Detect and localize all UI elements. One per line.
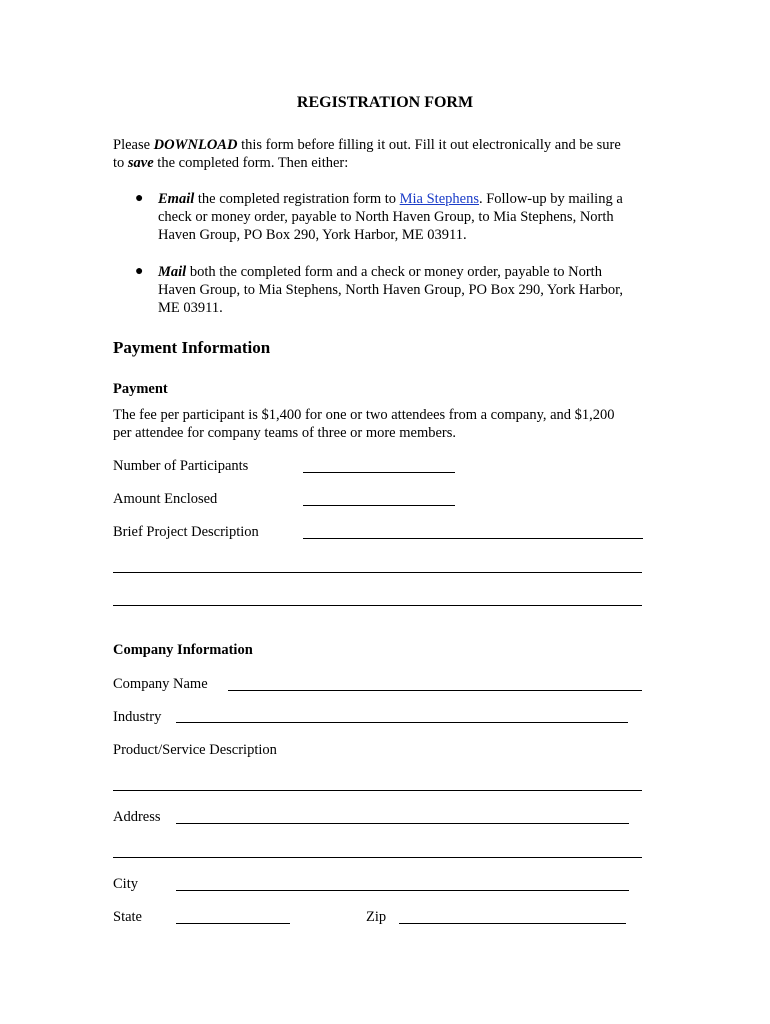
- bullet-email-text-post: . Follow-up by mailing a: [478, 191, 623, 207]
- intro-line-1: [113, 136, 621, 154]
- intro-to: to: [113, 155, 125, 171]
- project-description-field-line-2[interactable]: [113, 572, 642, 573]
- bullet-dot-icon: ●: [135, 264, 144, 279]
- city-label: City: [113, 876, 138, 892]
- industry-field[interactable]: [176, 722, 628, 723]
- intro-text-2: the completed form. Then either:: [157, 155, 349, 171]
- product-description-label: Product/Service Description: [113, 742, 277, 758]
- bullet-mail-line-3: ME 03911.: [158, 300, 223, 316]
- mia-stephens-link[interactable]: Mia Stephens: [399, 191, 479, 207]
- amount-enclosed-label: Amount Enclosed: [113, 491, 218, 507]
- product-description-field[interactable]: [113, 790, 642, 791]
- company-information-heading: Company Information: [113, 642, 253, 658]
- address-label: Address: [113, 809, 161, 825]
- bullet-mail-text: both the completed form and a check or money order, payable to North: [189, 264, 602, 280]
- city-field[interactable]: [176, 890, 629, 891]
- bullet-email-line-2: check or money order, payable to North Haven Group, to Mia Stephens, North: [158, 209, 614, 225]
- industry-label: Industry: [113, 709, 162, 725]
- company-name-field[interactable]: [228, 690, 642, 691]
- fee-line-1: The fee per participant is $1,400 for one or two attendees from a company, and $1,200: [113, 407, 615, 423]
- project-description-label: Brief Project Description: [113, 524, 259, 540]
- bullet-mail-line-1: [158, 263, 602, 281]
- project-description-field[interactable]: [303, 538, 643, 539]
- intro-line-2: [113, 154, 348, 172]
- payment-information-heading: Payment Information: [113, 338, 271, 357]
- amount-enclosed-field[interactable]: [303, 505, 455, 506]
- zip-label: Zip: [366, 909, 387, 925]
- intro-download: DOWNLOAD: [153, 137, 238, 153]
- form-title: REGISTRATION FORM: [296, 94, 474, 111]
- payment-subheading: Payment: [113, 381, 168, 397]
- project-description-field-line-3[interactable]: [113, 605, 642, 606]
- zip-field[interactable]: [399, 923, 626, 924]
- address-field[interactable]: [176, 823, 629, 824]
- bullet-dot-icon: ●: [135, 191, 144, 206]
- bullet-email-lead: Email: [158, 191, 195, 207]
- bullet-email-text: the completed registration form to: [197, 191, 396, 207]
- number-of-participants-field[interactable]: [303, 472, 455, 473]
- address-field-line-2[interactable]: [113, 857, 642, 858]
- bullet-email-line-1: [158, 190, 623, 208]
- intro-please: Please: [113, 137, 151, 153]
- bullet-email-line-3: Haven Group, PO Box 290, York Harbor, ME 03911.: [158, 227, 467, 243]
- bullet-mail-lead: Mail: [158, 264, 187, 280]
- state-label: State: [113, 909, 142, 925]
- fee-line-2: per attendee for company teams of three or more members.: [113, 425, 457, 441]
- intro-text-1: this form before filling it out. Fill it out electronically and be sure: [241, 137, 621, 153]
- state-field[interactable]: [176, 923, 290, 924]
- intro-save: save: [127, 155, 154, 171]
- number-of-participants-label: Number of Participants: [113, 458, 249, 474]
- company-name-label: Company Name: [113, 676, 208, 692]
- bullet-mail-line-2: Haven Group, to Mia Stephens, North Haven Group, PO Box 290, York Harbor,: [158, 282, 623, 298]
